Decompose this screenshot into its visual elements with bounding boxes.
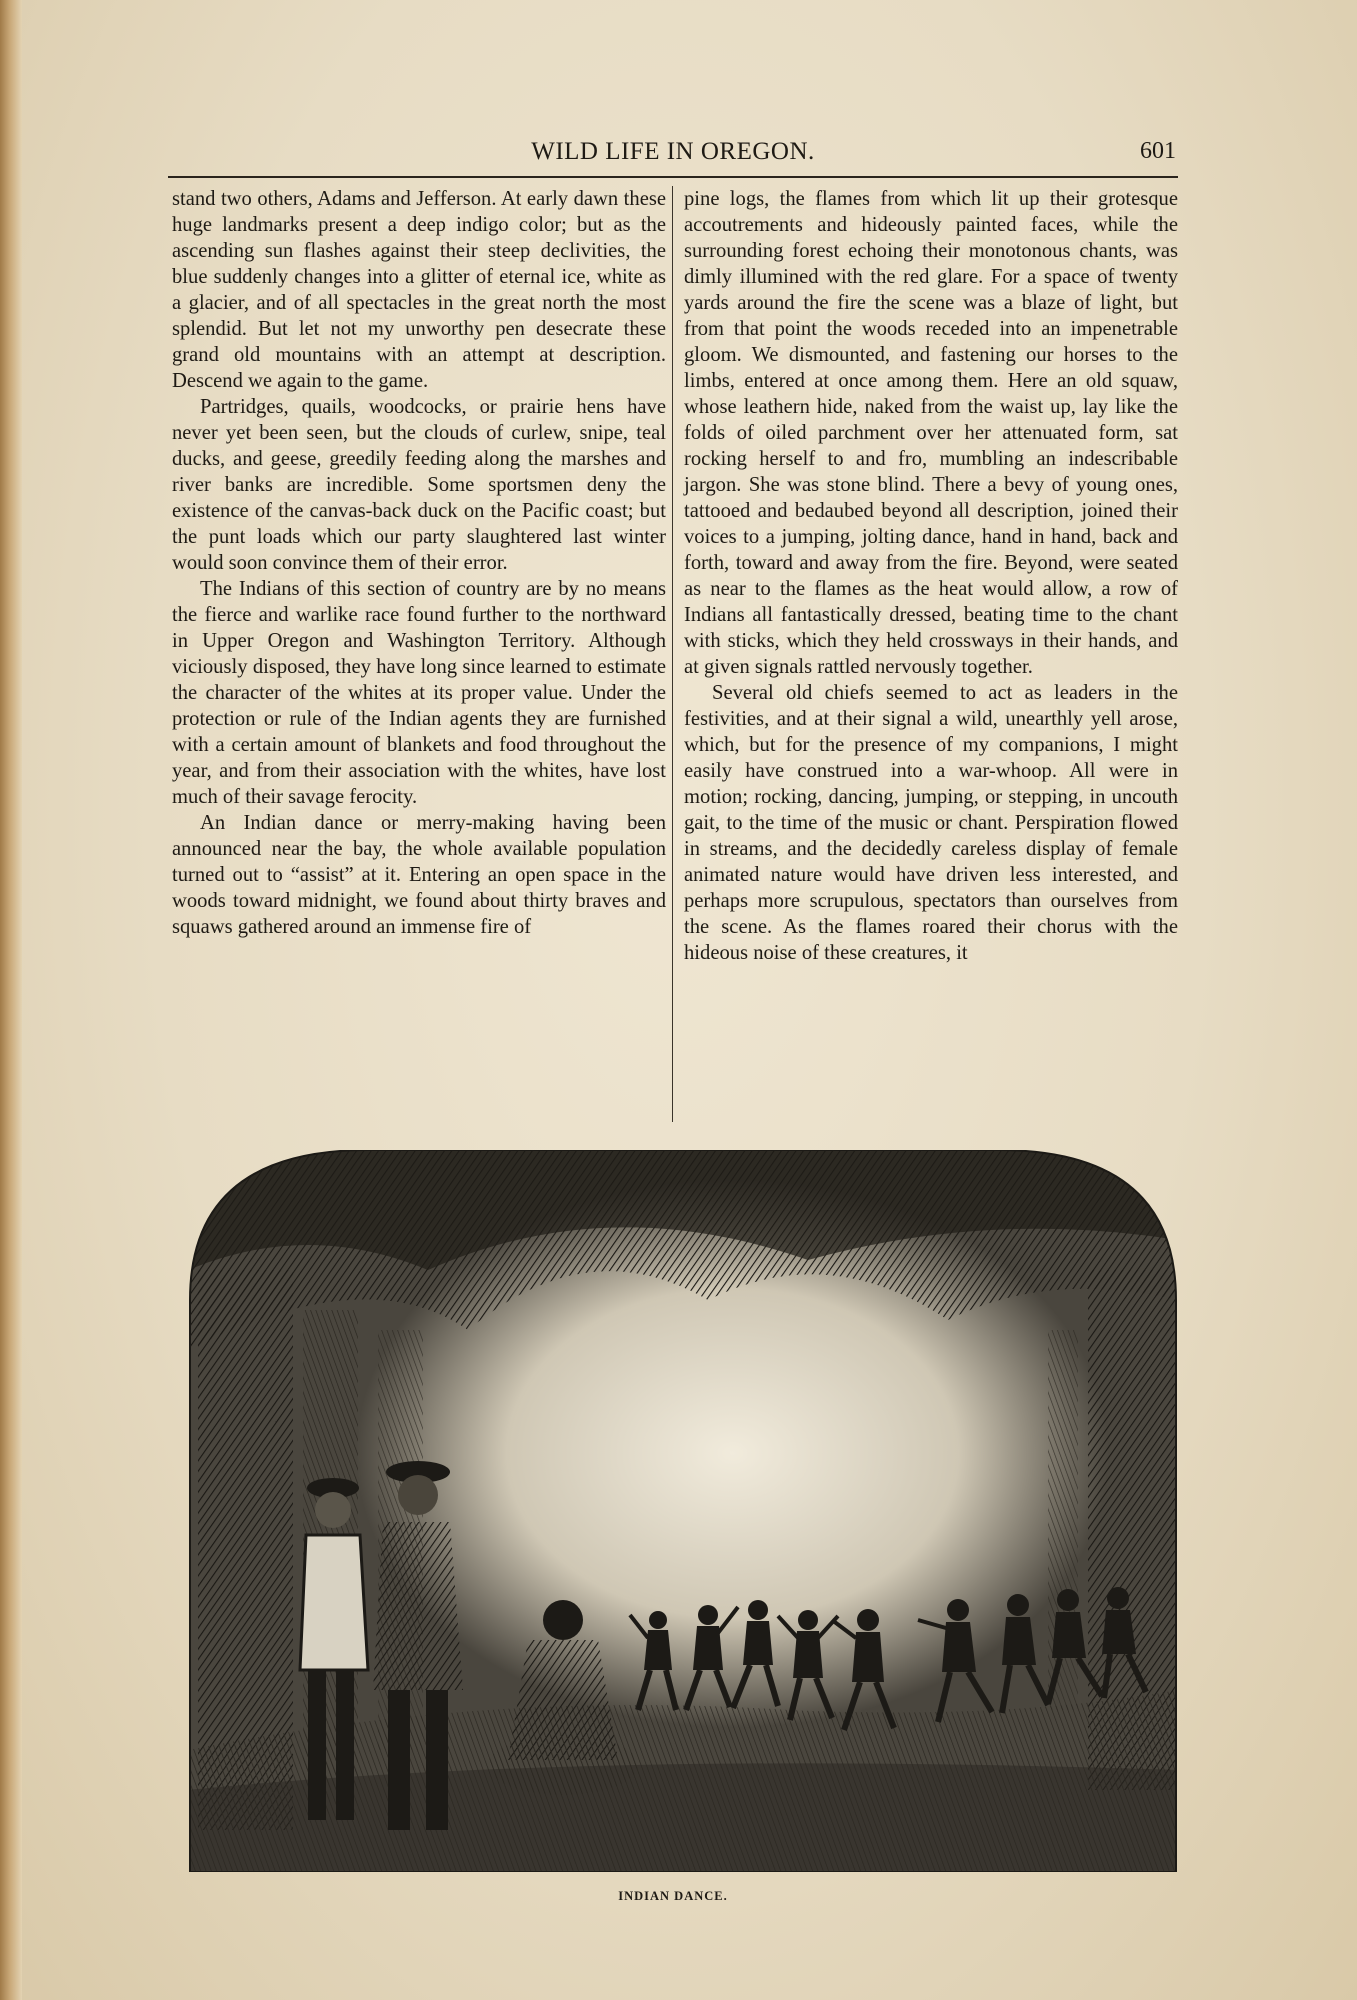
book-spine [0,0,22,2000]
paragraph: pine logs, the flames from which lit up their grotesque accoutrements and hideously painted faces, while the surrounding forest echoing their monotonous chants, was dimly illumined with the red glare. For a space of twenty yards around the fire the scene was a blaze of light, but from that point the woods receded into an impenetrable gloom. We dismounted, and fastening our horses to the limbs, entered at once among them. Here an old squaw, whose leathern hide, naked from the waist up, lay like the folds of oiled parchment over her attenuated form, sat rocking herself to and fro, mumbling an indescribable jargon. She was stone blind. There a bevy of young ones, tattooed and bedaubed beyond all description, joined their voices to a jumping, jolting dance, hand in hand, back and forth, toward and away from the fire. Beyond, were seated as near to the flames as the heat would allow, a row of Indians all fantastically dressed, beating time to the chant with sticks, which they held crossways in their hands, and at given signals rattled nervously together. [684,188,1178,678]
header-rule [168,176,1178,178]
engraving-illustration [188,1150,1178,1872]
paragraph: stand two others, Adams and Jefferson. At early dawn these huge landmarks present a deep indigo color; but as the ascending sun flashes against their steep declivities, the blue suddenly changes into a glitter of eternal ice, white as a glacier, and of all spectacles in the great north the most splendid. But let not my unworthy pen desecrate these grand old mountains with an attempt at description. Descend we again to the game. [172,188,666,392]
left-column [172,186,666,940]
indian-dance-engraving [188,1150,1178,1872]
page-header [168,138,1178,174]
right-column [684,186,1178,966]
column-rule [672,186,673,1122]
paragraph: Several old chiefs seemed to act as leaders in the festivities, and at their signal a wild, unearthly yell arose, which, but for the presence of my companions, I might easily have construed into a war-whoop. All were in motion; rocking, dancing, jumping, or stepping, in uncouth gait, to the time of the music or chant. Perspiration flowed in streams, and the decidedly careless display of female animated nature would have driven less interested, and perhaps more scrupulous, spectators than ourselves from the scene. As the flames roared their chorus with the hideous noise of these creatures, it [684,682,1178,964]
paragraph: Partridges, quails, woodcocks, or prairie hens have never yet been seen, but the clouds of curlew, snipe, teal ducks, and geese, greedily feeding along the marshes and river banks are incredible. Some sportsmen deny the existence of the canvas-back duck on the Pacific coast; but the punt loads which our party slaughtered last winter would soon convince them of their error. [172,396,666,574]
paragraph: An Indian dance or merry-making having been announced near the bay, the whole available population turned out to “assist” at it. Entering an open space in the woods toward midnight, we found about thirty braves and squaws gathered around an immense fire of [172,812,666,938]
paragraph: The Indians of this section of country are by no means the fierce and warlike race found further to the northward in Upper Oregon and Washington Territory. Although viciously disposed, they have long since learned to estimate the character of the whites at its proper value. Under the protection or rule of the Indian agents they are furnished with a certain amount of blankets and food throughout the year, and from their association with the whites, have lost much of their savage ferocity. [172,578,666,808]
illustration-caption: INDIAN DANCE. [618,1889,728,1903]
page-number: 601 [1140,138,1176,164]
running-title: WILD LIFE IN OREGON. [531,138,815,165]
